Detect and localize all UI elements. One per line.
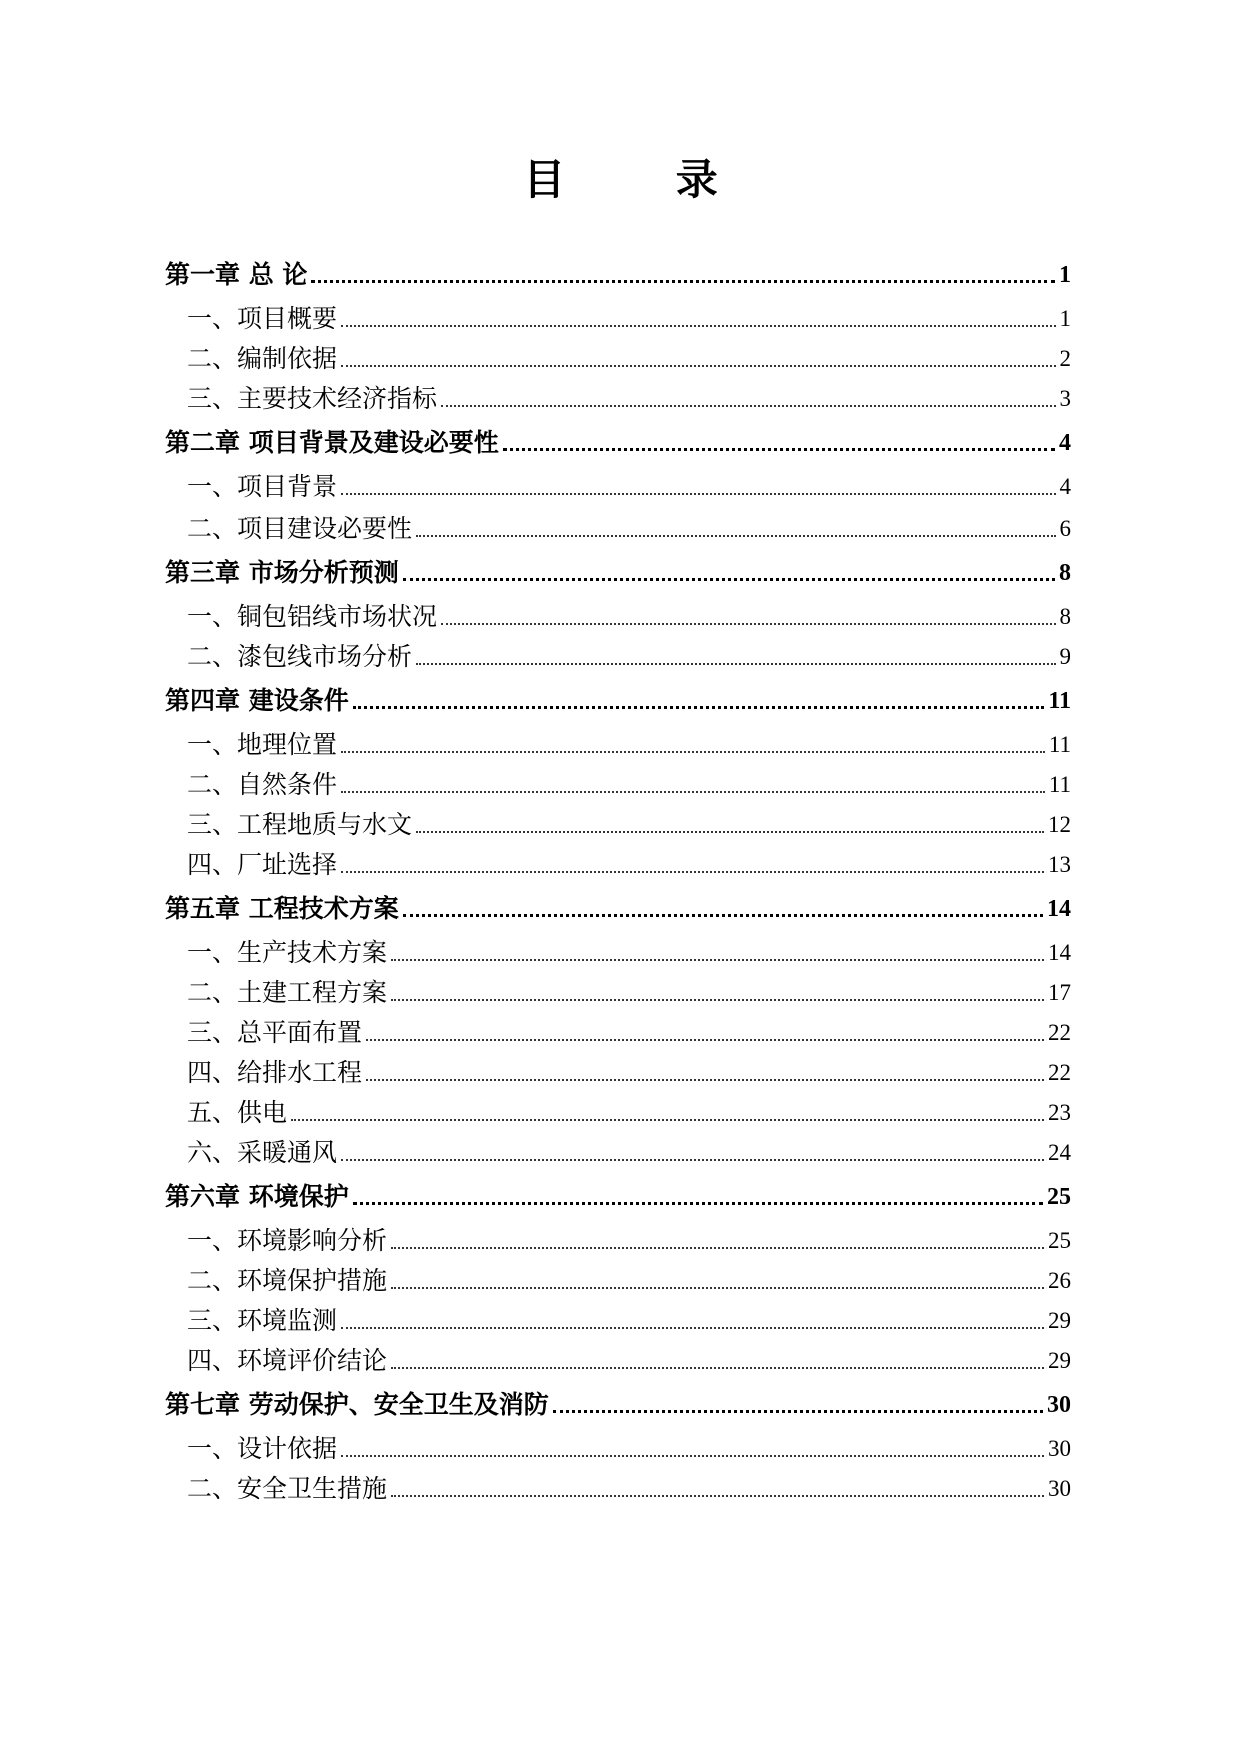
toc-entry-label: 二、环境保护措施 bbox=[187, 1266, 388, 1295]
toc-entry-page-number: 11 bbox=[1048, 732, 1071, 757]
dot-leader bbox=[341, 493, 1055, 495]
toc-section-entry[interactable] bbox=[187, 936, 1071, 970]
toc-chapter-entry[interactable] bbox=[165, 556, 1071, 590]
toc-entry-label: 二、项目建设必要性 bbox=[187, 514, 413, 543]
toc-entry-page-number: 6 bbox=[1059, 516, 1071, 541]
dot-leader bbox=[553, 1410, 1043, 1413]
toc-section-entry[interactable] bbox=[187, 1136, 1071, 1170]
toc-section-entry[interactable] bbox=[187, 302, 1071, 336]
dot-leader bbox=[391, 1287, 1044, 1289]
dot-leader bbox=[403, 578, 1055, 581]
dot-leader bbox=[441, 405, 1055, 407]
toc-entry-page-number: 17 bbox=[1048, 980, 1071, 1005]
toc-entry-page-number: 30 bbox=[1048, 1436, 1071, 1461]
toc-entry-page-number: 14 bbox=[1048, 940, 1071, 965]
dot-leader bbox=[341, 751, 1045, 753]
dot-leader bbox=[311, 280, 1055, 283]
toc-entry-page-number: 22 bbox=[1048, 1020, 1071, 1045]
toc-entry-page-number: 1 bbox=[1059, 306, 1071, 331]
toc-entry-page-number: 25 bbox=[1048, 1228, 1071, 1253]
dot-leader bbox=[391, 959, 1044, 961]
toc-entry-label: 二、土建工程方案 bbox=[187, 978, 388, 1007]
toc-entry-page-number: 30 bbox=[1047, 1392, 1071, 1418]
toc-section-entry[interactable] bbox=[187, 382, 1071, 416]
dot-leader bbox=[416, 663, 1055, 665]
toc-section-entry[interactable] bbox=[187, 1224, 1071, 1258]
toc-entry-page-number: 12 bbox=[1048, 812, 1071, 837]
toc-section-entry[interactable] bbox=[187, 1264, 1071, 1298]
toc-entry-page-number: 25 bbox=[1047, 1184, 1071, 1210]
toc-entry-label: 一、项目概要 bbox=[187, 304, 338, 333]
toc-entry-label: 第七章 劳动保护、安全卫生及消防 bbox=[165, 1390, 549, 1419]
toc-entry-label: 一、项目背景 bbox=[187, 472, 338, 501]
dot-leader bbox=[441, 623, 1055, 625]
toc-entry-label: 三、环境监测 bbox=[187, 1306, 338, 1335]
toc-entry-label: 四、给排水工程 bbox=[187, 1058, 363, 1087]
toc-entry-page-number: 8 bbox=[1059, 560, 1071, 586]
toc-entry-label: 二、安全卫生措施 bbox=[187, 1474, 388, 1503]
toc-section-entry[interactable] bbox=[187, 1016, 1071, 1050]
toc-entry-page-number: 23 bbox=[1048, 1100, 1071, 1125]
toc-chapter-entry[interactable] bbox=[165, 426, 1071, 460]
toc-section-entry[interactable] bbox=[187, 1304, 1071, 1338]
dot-leader bbox=[391, 1495, 1044, 1497]
dot-leader bbox=[341, 871, 1044, 873]
toc-entry-label: 一、铜包铝线市场状况 bbox=[187, 602, 438, 631]
toc-entry-label: 一、设计依据 bbox=[187, 1434, 338, 1463]
toc-entry-label: 第一章 总 论 bbox=[165, 260, 308, 289]
dot-leader bbox=[341, 365, 1055, 367]
toc-section-entry[interactable] bbox=[187, 768, 1071, 802]
toc-entry-page-number: 29 bbox=[1048, 1348, 1071, 1373]
toc-entry-label: 一、地理位置 bbox=[187, 730, 338, 759]
toc-entry-page-number: 8 bbox=[1059, 604, 1071, 629]
toc-entry-page-number: 2 bbox=[1059, 346, 1071, 371]
dot-leader bbox=[403, 914, 1043, 917]
dot-leader bbox=[341, 1455, 1044, 1457]
toc-entry-page-number: 4 bbox=[1059, 430, 1071, 456]
toc-entry-label: 第二章 项目背景及建设必要性 bbox=[165, 428, 499, 457]
dot-leader bbox=[291, 1119, 1044, 1121]
toc-entry-label: 第六章 环境保护 bbox=[165, 1182, 349, 1211]
dot-leader bbox=[503, 448, 1055, 451]
toc-section-entry[interactable] bbox=[187, 848, 1071, 882]
toc-chapter-entry[interactable] bbox=[165, 892, 1071, 926]
dot-leader bbox=[353, 706, 1045, 709]
toc-chapter-entry[interactable] bbox=[165, 258, 1071, 292]
dot-leader bbox=[341, 791, 1045, 793]
toc-section-entry[interactable] bbox=[187, 512, 1071, 546]
toc-entry-page-number: 22 bbox=[1048, 1060, 1071, 1085]
toc-section-entry[interactable] bbox=[187, 808, 1071, 842]
dot-leader bbox=[416, 535, 1055, 537]
toc-section-entry[interactable] bbox=[187, 470, 1071, 504]
toc-entry-page-number: 4 bbox=[1059, 474, 1071, 499]
toc-section-entry[interactable] bbox=[187, 1096, 1071, 1130]
toc-entry-label: 一、生产技术方案 bbox=[187, 938, 388, 967]
toc-entry-label: 三、工程地质与水文 bbox=[187, 810, 413, 839]
toc-entry-label: 第三章 市场分析预测 bbox=[165, 558, 399, 587]
toc-entry-page-number: 3 bbox=[1059, 386, 1071, 411]
toc-entry-label: 二、编制依据 bbox=[187, 344, 338, 373]
dot-leader bbox=[341, 325, 1055, 327]
toc-section-entry[interactable] bbox=[187, 640, 1071, 674]
dot-leader bbox=[391, 999, 1044, 1001]
toc-entry-label: 四、环境评价结论 bbox=[187, 1346, 388, 1375]
toc-entry-label: 五、供电 bbox=[187, 1098, 288, 1127]
toc-section-entry[interactable] bbox=[187, 600, 1071, 634]
toc-section-entry[interactable] bbox=[187, 342, 1071, 376]
toc-chapter-entry[interactable] bbox=[165, 1180, 1071, 1214]
dot-leader bbox=[366, 1039, 1044, 1041]
dot-leader bbox=[391, 1247, 1044, 1249]
toc-entry-page-number: 14 bbox=[1047, 896, 1071, 922]
toc-entry-page-number: 26 bbox=[1048, 1268, 1071, 1293]
toc-entry-page-number: 9 bbox=[1059, 644, 1071, 669]
toc-entry-label: 三、主要技术经济指标 bbox=[187, 384, 438, 413]
toc-section-entry[interactable] bbox=[187, 1432, 1071, 1466]
toc-section-entry[interactable] bbox=[187, 1344, 1071, 1378]
toc-title: 目 录 bbox=[523, 155, 766, 204]
toc-section-entry[interactable] bbox=[187, 1472, 1071, 1506]
toc-entry-page-number: 13 bbox=[1048, 852, 1071, 877]
dot-leader bbox=[416, 831, 1044, 833]
toc-section-entry[interactable] bbox=[187, 976, 1071, 1010]
toc-entry-label: 二、自然条件 bbox=[187, 770, 338, 799]
toc-entry-label: 一、环境影响分析 bbox=[187, 1226, 388, 1255]
toc-entry-page-number: 24 bbox=[1048, 1140, 1071, 1165]
dot-leader bbox=[353, 1202, 1043, 1205]
dot-leader bbox=[341, 1159, 1044, 1161]
toc-entry-label: 六、采暖通风 bbox=[187, 1138, 338, 1167]
toc-chapter-entry[interactable] bbox=[165, 1388, 1071, 1422]
toc-entry-label: 四、厂址选择 bbox=[187, 850, 338, 879]
toc-entry-label: 二、漆包线市场分析 bbox=[187, 642, 413, 671]
toc-section-entry[interactable] bbox=[187, 728, 1071, 762]
toc-entry-page-number: 1 bbox=[1059, 262, 1071, 288]
toc-entry-label: 三、总平面布置 bbox=[187, 1018, 363, 1047]
toc-entry-page-number: 11 bbox=[1048, 688, 1071, 714]
toc-section-entry[interactable] bbox=[187, 1056, 1071, 1090]
toc-entry-label: 第四章 建设条件 bbox=[165, 686, 349, 715]
toc-chapter-entry[interactable] bbox=[165, 684, 1071, 718]
dot-leader bbox=[341, 1327, 1044, 1329]
toc-entry-page-number: 29 bbox=[1048, 1308, 1071, 1333]
toc-entry-page-number: 11 bbox=[1048, 772, 1071, 797]
dot-leader bbox=[391, 1367, 1044, 1369]
dot-leader bbox=[366, 1079, 1044, 1081]
toc-entry-page-number: 30 bbox=[1048, 1476, 1071, 1501]
toc-entry-label: 第五章 工程技术方案 bbox=[165, 894, 399, 923]
